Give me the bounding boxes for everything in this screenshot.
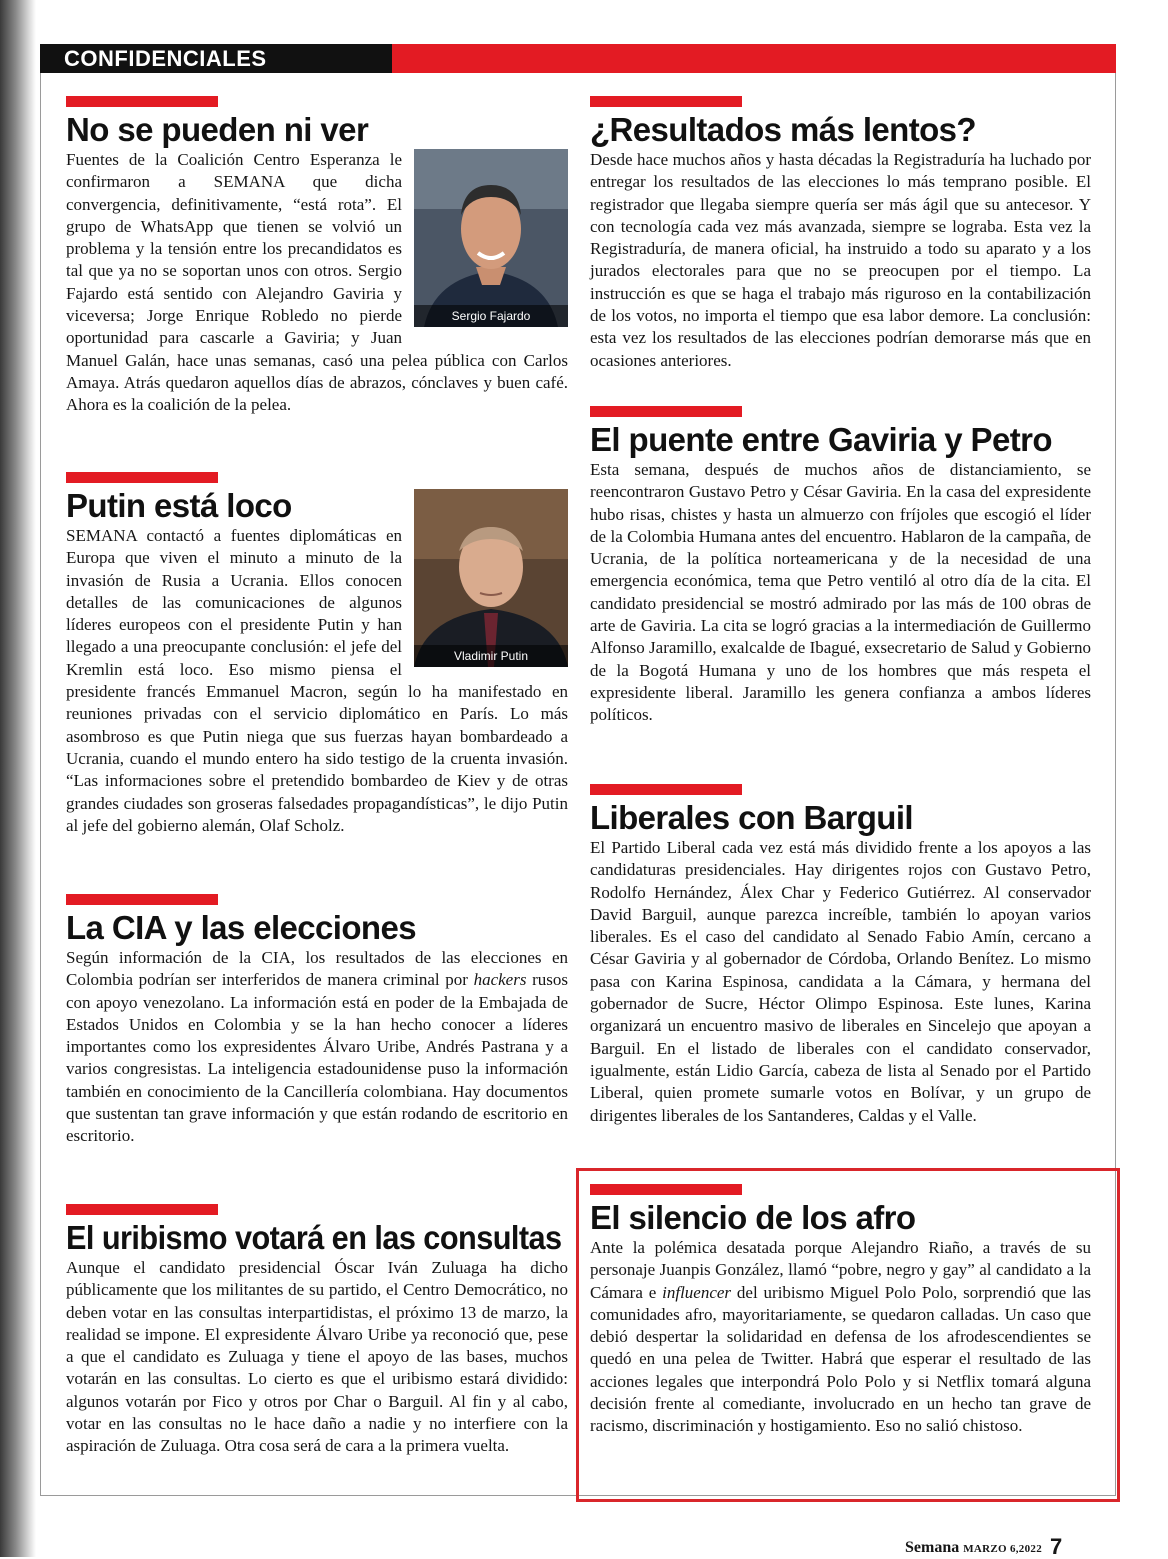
section-header-label: CONFIDENCIALES — [40, 44, 392, 73]
article-puente — [590, 406, 1091, 727]
article-body: Desde hace muchos años y hasta décadas la Registraduría ha luchado por entregar los resultados de las elecciones lo más temprano posible. El registrador que llegaba siempre quería ser más ágil que su antecesor. Y con tecnología cada vez más avanzada, siempre se lograba. Esta vez la Registraduría, de manera oficial, ha instruido a todo su aparato y a los jurados electorales para que no se preocupen por el tiempo. La instrucción es que se haga el trabajo más riguroso en la contabilización de los votos, no importa el tiempo que esa labor demore. La conclusión: esta vez los resultados de las elecciones podrían demorarse más que en ocasiones anteriores. — [590, 150, 1091, 370]
article-body: Aunque el candidato presidencial Óscar Iván Zuluaga ha dicho públicamente que los militantes de su partido, el Centro Democrático, no deben votar en las consultas interpartidistas, el próximo 13 de marzo, la realidad se impone. El expresidente Álvaro Uribe ya reconoció que, pese a que el candidato es Zuluaga y tiene el apoyo de las bases, muchos votarán en las consultas. Lo cierto es que el uribismo estará dividido: algunos votarán por Fico y otros por Char o Barguil. Al fin y al cabo, votar en las consultas no le hace daño a nadie y no interfiere con la aspiración de Zuluaga. Otra cosa será de cara a la primera vuelta. — [66, 1258, 568, 1456]
photo-sergio-fajardo — [414, 149, 568, 327]
body-part: rusos con apoyo venezolano. La información está en poder de la Embajada de Estados Unidos en Colombia y se la han hecho conocer a líderes importantes como los expresidentes Álvaro Uribe, Andrés Pastrana y a varios congresistas. La inteligencia estadounidense puso la información también en conocimiento de la Cancillería colombiana. Hay documentos que sustentan tan grave información y que están rodando de escritorio en escritorio. — [66, 970, 568, 1146]
article-putin — [66, 472, 568, 837]
body-emphasis: hackers — [473, 970, 527, 990]
article-red-rule — [590, 1184, 742, 1195]
article-red-rule — [66, 1204, 218, 1215]
body-part: Ante la polémica desatada porque Alejandro Riaño, a través de su personaje Juanpis González, llamó “pobre, negro y gay” al candidato a la Cámara e — [590, 1238, 1091, 1302]
photo-caption: Vladimir Putin — [414, 645, 568, 667]
article-title: No se pueden ni ver — [66, 111, 369, 148]
article-liberales — [590, 784, 1091, 1127]
article-red-rule — [66, 96, 218, 107]
portrait-image — [414, 489, 568, 667]
article-title: El uribismo votará en las consultas — [66, 1219, 562, 1256]
article-title: El puente entre Gaviria y Petro — [590, 421, 1052, 458]
article-uribismo — [66, 1204, 568, 1458]
footer-page-number: 7 — [1050, 1534, 1063, 1559]
body-emphasis: influencer — [662, 1282, 732, 1302]
page-footer — [905, 1532, 1062, 1558]
article-red-rule — [66, 472, 218, 483]
article-body — [66, 947, 568, 1148]
article-title: ¿Resultados más lentos? — [590, 111, 976, 148]
footer-date: MARZO 6,2022 — [963, 1543, 1042, 1555]
article-red-rule — [590, 406, 742, 417]
page-spine-shadow — [0, 0, 36, 1557]
article-title: El silencio de los afro — [590, 1199, 916, 1236]
article-body: Esta semana, después de muchos años de distanciamiento, se reencontraron Gustavo Petro y César Gaviria. En la casa del expresidente hubo risas, chistes y hasta un almuerzo con fríjoles que escogió el líder de la Colombia Humana antes del encuentro. Hablaron de la campaña, de Ucrania, de la política norteamericana y de la necesidad de una emergencia económica, tema que Petro ventiló al otro día de la cita. El candidato presidencial se mostró admirado por las más de 100 obras de arte de Gaviria. La cita se logró gracias a la intermediación de Guillermo Alfonso Jaramillo, exalcalde de Ibagué, exsecretario de Salud y Gobierno de la Bogotá Humana y uno de los hombres que más respeta el expresidente liberal. Jaramillo les genera confianza a ambos líderes políticos. — [590, 460, 1091, 725]
photo-caption: Sergio Fajardo — [414, 305, 568, 327]
article-body — [590, 1237, 1091, 1438]
article-red-rule — [590, 96, 742, 107]
article-cia — [66, 894, 568, 1148]
section-header-bar — [40, 44, 1116, 73]
article-no-se-pueden — [66, 96, 568, 417]
photo-vladimir-putin — [414, 489, 568, 667]
article-body: SEMANA contactó a fuentes diplomáticas en Europa que viven el minuto a minuto de la invasión de Rusia a Ucrania. Ellos conocen detalles de las comunicaciones de algunos líderes europeos con el presidente Putin y han llegado a una preocupante conclusión: el jefe del Kremlin está loco. Eso mismo piensa el presidente francés Emmanuel Macron, según lo ha manifestado en reuniones privadas con el servicio diplomático en París. Lo más asombroso es que Putin niega que sus fuerzas hayan bombardeado a Ucrania, cuando el mundo entero ha sido testigo de la cruenta invasión. “Las informaciones sobre el pretendido bombardeo de Kiev y de otras grandes ciudades son groseras falsedades propagandísticas”, le dijo Putin al jefe del gobierno alemán, Olaf Scholz. — [66, 526, 568, 835]
portrait-image — [414, 149, 568, 327]
article-title: Liberales con Barguil — [590, 799, 913, 836]
article-body: Fuentes de la Coalición Centro Esperanza le confirmaron a SEMANA que dicha convergencia, definitivamente, “está rota”. El grupo de WhatsApp que tienen se volvió un problema y la tensión entre los precandidatos es tal que ya no se soportan unos con otros. Sergio Fajardo está sentido con Alejandro Gaviria y viceversa; Jorge Enrique Robledo no pierde oportunidad para cascarle a Gaviria; y Juan Manuel Galán, hace unas semanas, casó una pelea pública con Carlos Amaya. Atrás quedaron aquellos días de abrazos, cónclaves y buen café. Ahora es la coalición de la pelea. — [66, 150, 568, 415]
article-resultados — [590, 96, 1091, 372]
article-red-rule — [590, 784, 742, 795]
article-body: El Partido Liberal cada vez está más dividido frente a los apoyos a las candidaturas presidenciales. Hay dirigentes rojos con Gustavo Petro, Rodolfo Hernández, Álex Char y Federico Gutiérrez. Al conservador David Barguil, aunque parezca increíble, también lo apoyan varios liberales. Es el caso del candidato al Senado Fabio Amín, cercano a César Gaviria y al gobernador de Córdoba, Orlando Benítez. Lo mismo pasa con Karina Espinosa, candidata a la Cámara, y hermana del gobernador de Sucre, Héctor Olimpo Espinosa. Este lunes, Karina organizará un encuentro masivo de liberales en Sincelejo que apoyan a Barguil. En el listado de liberales con el candidato conservador, igualmente, están Lidio García, cabeza de lista al Senado por el Partido Liberal, quien promete sumarle votos en Bolívar, y un grupo de dirigentes liberales de los Santanderes, Caldas y el Valle. — [590, 838, 1091, 1125]
footer-magazine: Semana — [905, 1539, 960, 1556]
article-red-rule — [66, 894, 218, 905]
body-part: del uribismo Miguel Polo Polo, sorprendió que las comunidades afro, mayoritariamente, se quedaron calladas. Un caso que debió despertar la solidaridad en defensa de los afrodescendientes se quedó en una pelea de Twitter. Habrá que esperar el resultado de las acciones legales que interpondrá Polo Polo y si Netflix tomará alguna decisión frente al comediante, involucrado en un hecho tan grave de racismo, discriminación y hostigamiento. Eso no salió chistoso. — [590, 1282, 1091, 1436]
article-title: La CIA y las elecciones — [66, 909, 416, 946]
article-title: Putin está loco — [66, 487, 292, 524]
article-silencio — [590, 1184, 1091, 1438]
body-part: Según información de la CIA, los resultados de las elecciones en Colombia podrían ser interferidos de manera criminal por — [66, 948, 568, 990]
